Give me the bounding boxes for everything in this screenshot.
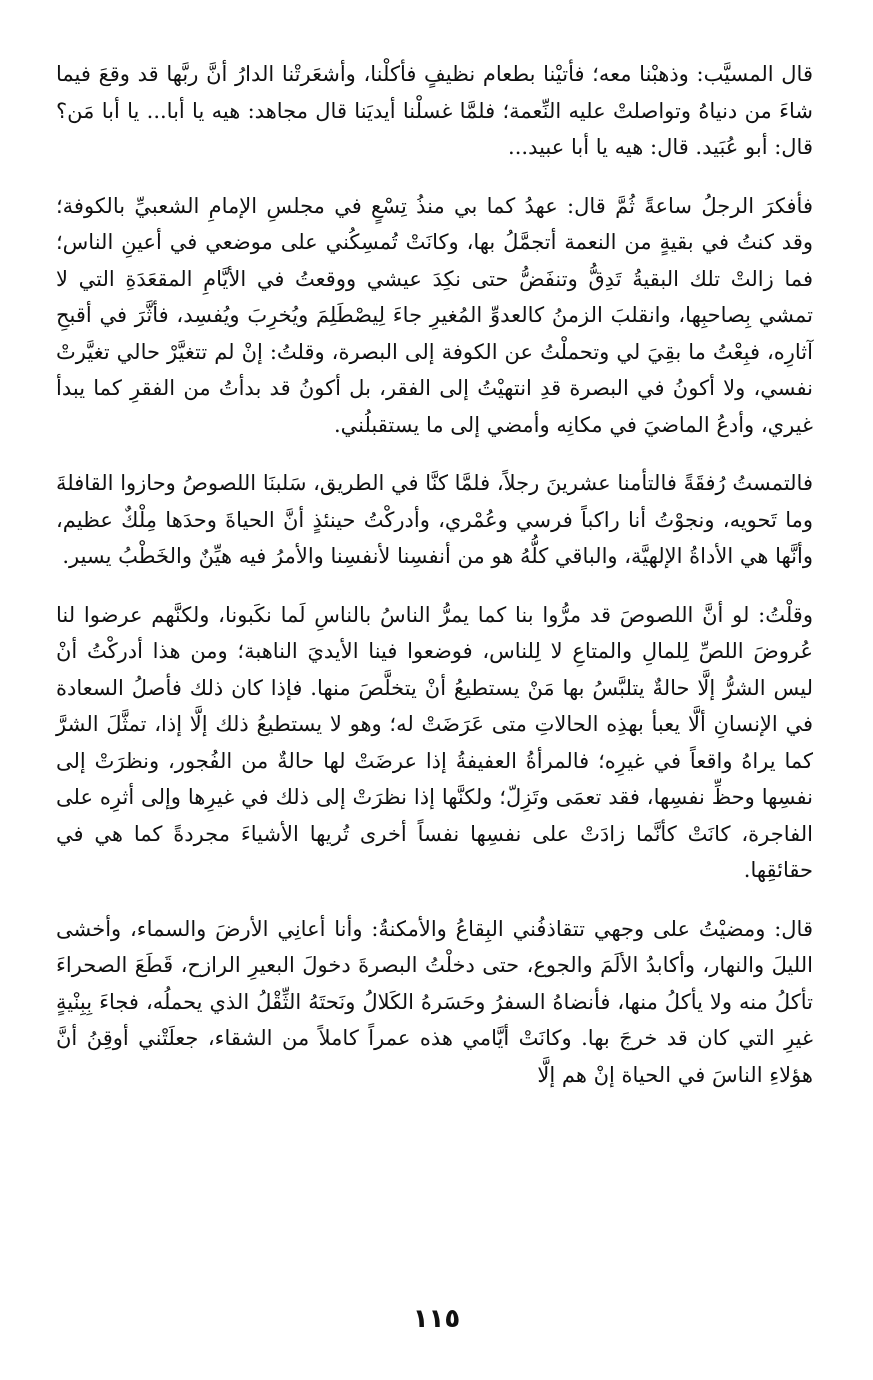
paragraph-2: فأفكرَ الرجلُ ساعةً ثُمَّ قال: عهدُ كما بي منذُ تِسْعٍ في مجلسِ الإمامِ الشعبيِّ بالكوفة؛ وقد كنتُ في بقيةٍ من النعمة أتجمَّلُ بها، وكانَتْ تُمسِكُني على موضعي في أعينِ الناس؛ فما زالتْ تلك البقيةُ تَدِقُّ وتنفَضُّ حتى نكِدَ عيشي ووقعتُ في الأيَّامِ المقعَدَةِ التي لا تمشي بِصاحبِها، وانقلبَ الزمنُ كالعدوِّ المُغيرِ جاءَ لِيصْطَلِمَ ويُخرِبَ ويُفسِد، فأثَّرَ في أقبحِ آثارِه، فبِعْتُ ما بقِيَ لي وتحملْتُ عن الكوفة إلى البصرة، وقلتُ: إنْ لم تتغيَّرْ حالي تغيَّرتْ نفسي، ولا أكونُ في البصرة قدِ انتهيْتُ إلى الفقر، بل أكونُ قد بدأتُ من الفقرِ كما يبدأ غيري، وأدعُ الماضيَ في مكانِه وأمضي إلى ما يستقبلُني. — [56, 193, 813, 437]
paragraph-1: قال المسيَّب: وذهبْنا معه؛ فأتيْنا بطعام نظيفٍ فأكلْنا، وأشعَرتْنا الدارُ أنَّ ربَّها قد وقعَ فيما شاءَ من دنياهُ وتواصلتْ عليه النِّعمة؛ فلمَّا غسلْنا أيديَنا قال مجاهد: هيه يا أبا... يا أبا مَن؟ قال: أبو عُبَيد. قال: هيه يا أبا عبيد... — [56, 62, 813, 159]
paragraph-5: قال: ومضيْتُ على وجهي تتقاذفُني البِقاعُ والأمكنةُ: وأنا أعانِي الأرضَ والسماء، وأخشى الليلَ والنهار، وأكابدُ الألَمَ والجوع، حتى دخلْتُ البصرةَ دخولَ البعيرِ الرازح، قَطَعَ الصحراءَ تأكلُ منه ولا يأكلُ منها، فأنضاهُ السفرُ وحَسَرهُ الكَلالُ ونَحتَهُ الثِّقْلُ الذي يحملُه، فجاءَ بِبِنْيةٍ غيرِ التي كان قد خرجَ بها. وكانَتْ أيَّامي هذه عمراً كاملاً من الشقاء، جعلَتْني أوقِنُ أنَّ هؤلاءِ الناسَ في الحياة إنْ هم إلَّا — [56, 916, 813, 1087]
page-body — [56, 56, 813, 1115]
paragraph-3: فالتمستُ رُفقَةً فالتأمنا عشرينَ رجلاً، فلمَّا كنَّا في الطريق، سَلبنَا اللصوصُ وحازوا القافلةَ وما تَحويه، ونجوْتُ أنا راكباً فرسي وعُمْري، وأدركْتُ حينئذٍ أنَّ الحياةَ وحدَها مِلْكٌ عظيم، وأنَّها هي الأداةُ الإلهيَّة، والباقي كلُّهُ هو من أنفسِنا لأنفسِنا والأمرُ فيه هيِّنٌ والخَطْبُ يسير. — [56, 471, 813, 568]
paragraph-4: وقلْتُ: لو أنَّ اللصوصَ قد مرُّوا بنا كما يمرُّ الناسُ بالناسِ لَما نكَبونا، ولكنَّهم عرضوا لنا عُروضَ اللصِّ لِلمالِ والمتاعِ لا لِلناس، فوضعوا فينا الأيديَ الناهبة؛ ومن هذا أدركْتُ أنْ ليس الشرُّ إلَّا حالةٌ يتلبَّسُ بها مَنْ يستطيعُ أنْ يتخلَّصَ منها. فإذا كان ذلك فأصلُ السعادة في الإنسانِ ألَّا يعبأ بهذِه الحالاتِ متى عَرَضَتْ له؛ وهو لا يستطيعُ ذلك إلَّا إذا، تمثَّلَ الشرَّ كما يراهُ واقعاً في غيرِه؛ فالمرأةُ العفيفةُ إذا عرضَتْ لها حالةٌ من الفُجور، ونظرَتْ إلى نفسِها وحظِّ نفسِها، فقد تعمَى وتَزِلّ؛ ولكنَّها إذا نظرَتْ إلى ذلك في غيرِها وإلى أثرِه على الفاجرة، كانَتْ كأنَّما زادَتْ على نفسِها نفساً أخرى تُريها الأشياءَ مجردةً كما هي في حقائقِها. — [56, 602, 813, 882]
page-number: ١١٥ — [412, 1304, 461, 1334]
